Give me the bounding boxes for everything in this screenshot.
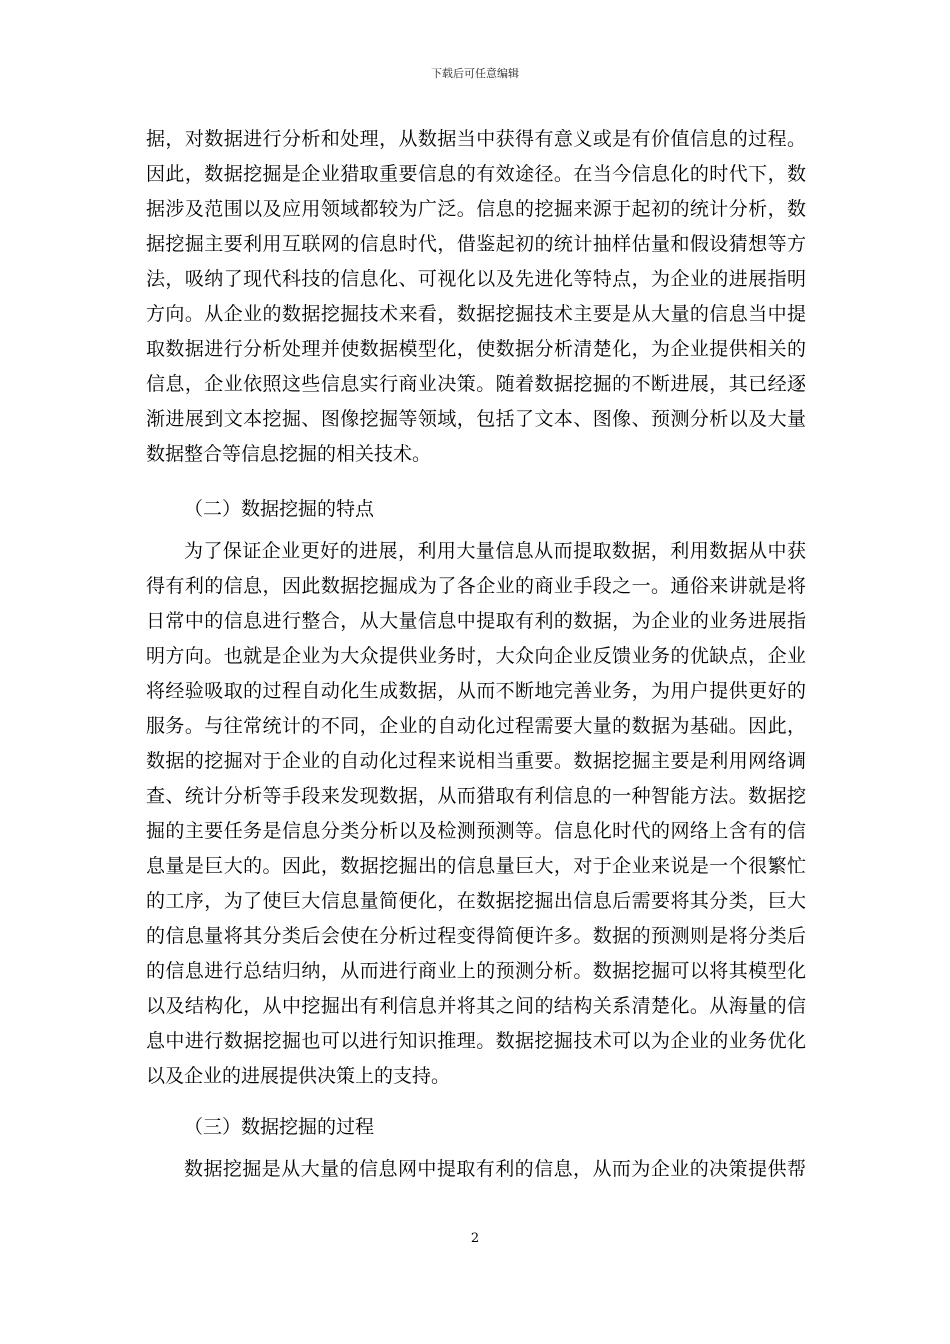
text-line: 服务。与往常统计的不同，企业的自动化过程需要大量的数据为基础。因此， (146, 715, 806, 737)
text-line: 为了保证企业更好的进展，利用大量信息从而提取数据，利用数据从中获 (184, 540, 806, 562)
text-line: 法，吸纳了现代科技的信息化、可视化以及先进化等特点，为企业的进展指明 (146, 268, 806, 290)
text-line: 数据的挖掘对于企业的自动化过程来说相当重要。数据挖掘主要是利用网络调 (146, 750, 806, 772)
text-line: 掘的主要任务是信息分类分析以及检测预测等。信息化时代的网络上含有的信 (146, 820, 806, 842)
text-line: 据涉及范围以及应用领域都较为广泛。信息的挖掘来源于起初的统计分析，数 (146, 198, 806, 220)
text-line: 息中进行数据挖掘也可以进行知识推理。数据挖掘技术可以为企业的业务优化 (146, 1030, 806, 1052)
text-line: 方向。从企业的数据挖掘技术来看，数据挖掘技术主要是从大量的信息当中提 (146, 303, 806, 325)
text-line: 据挖掘主要利用互联网的信息时代，借鉴起初的统计抽样估量和假设猜想等方 (146, 233, 806, 255)
text-line: 明方向。也就是企业为大众提供业务时，大众向企业反馈业务的优缺点，企业 (146, 645, 806, 667)
text-line: 据，对数据进行分析和处理，从数据当中获得有意义或是有价值信息的过程。 (146, 128, 806, 150)
page-number: 2 (470, 1231, 480, 1246)
text-line: 信息，企业依照这些信息实行商业决策。随着数据挖掘的不断进展，其已经逐 (146, 373, 806, 395)
text-line: 渐进展到文本挖掘、图像挖掘等领域，包括了文本、图像、预测分析以及大量 (146, 408, 806, 430)
text-line: 的工序，为了使巨大信息量简便化，在数据挖掘出信息后需要将其分类，巨大 (146, 890, 806, 912)
text-line: 数据整合等信息挖掘的相关技术。 (146, 443, 432, 465)
text-line: 得有利的信息，因此数据挖掘成为了各企业的商业手段之一。通俗来讲就是将 (146, 575, 806, 597)
text-line: 因此，数据挖掘是企业猎取重要信息的有效途径。在当今信息化的时代下，数 (146, 163, 806, 185)
text-line: 以及结构化，从中挖掘出有利信息并将其之间的结构关系清楚化。从海量的信 (146, 995, 806, 1017)
text-line: 数据挖掘是从大量的信息网中提取有利的信息，从而为企业的决策提供帮 (184, 1158, 806, 1180)
page-header: 下载后可任意编辑 (431, 67, 519, 80)
text-line: 将经验吸取的过程自动化生成数据，从而不断地完善业务，为用户提供更好的 (146, 680, 806, 702)
section-heading: （三）数据挖掘的过程 (184, 1116, 375, 1138)
text-line: 查、统计分析等手段来发现数据，从而猎取有利信息的一种智能方法。数据挖 (146, 785, 806, 807)
text-line: 取数据进行分析处理并使数据模型化，使数据分析清楚化，为企业提供相关的 (146, 338, 806, 360)
text-line: 日常中的信息进行整合，从大量信息中提取有利的数据，为企业的业务进展指 (146, 610, 806, 632)
text-line: 以及企业的进展提供决策上的支持。 (146, 1065, 451, 1087)
text-line: 息量是巨大的。因此，数据挖掘出的信息量巨大，对于企业来说是一个很繁忙 (146, 855, 806, 877)
text-line: 的信息进行总结归纳，从而进行商业上的预测分析。数据挖掘可以将其模型化 (146, 960, 806, 982)
text-line: 的信息量将其分类后会使在分析过程变得简便许多。数据的预测则是将分类后 (146, 925, 806, 947)
section-heading: （二）数据挖掘的特点 (184, 498, 375, 520)
